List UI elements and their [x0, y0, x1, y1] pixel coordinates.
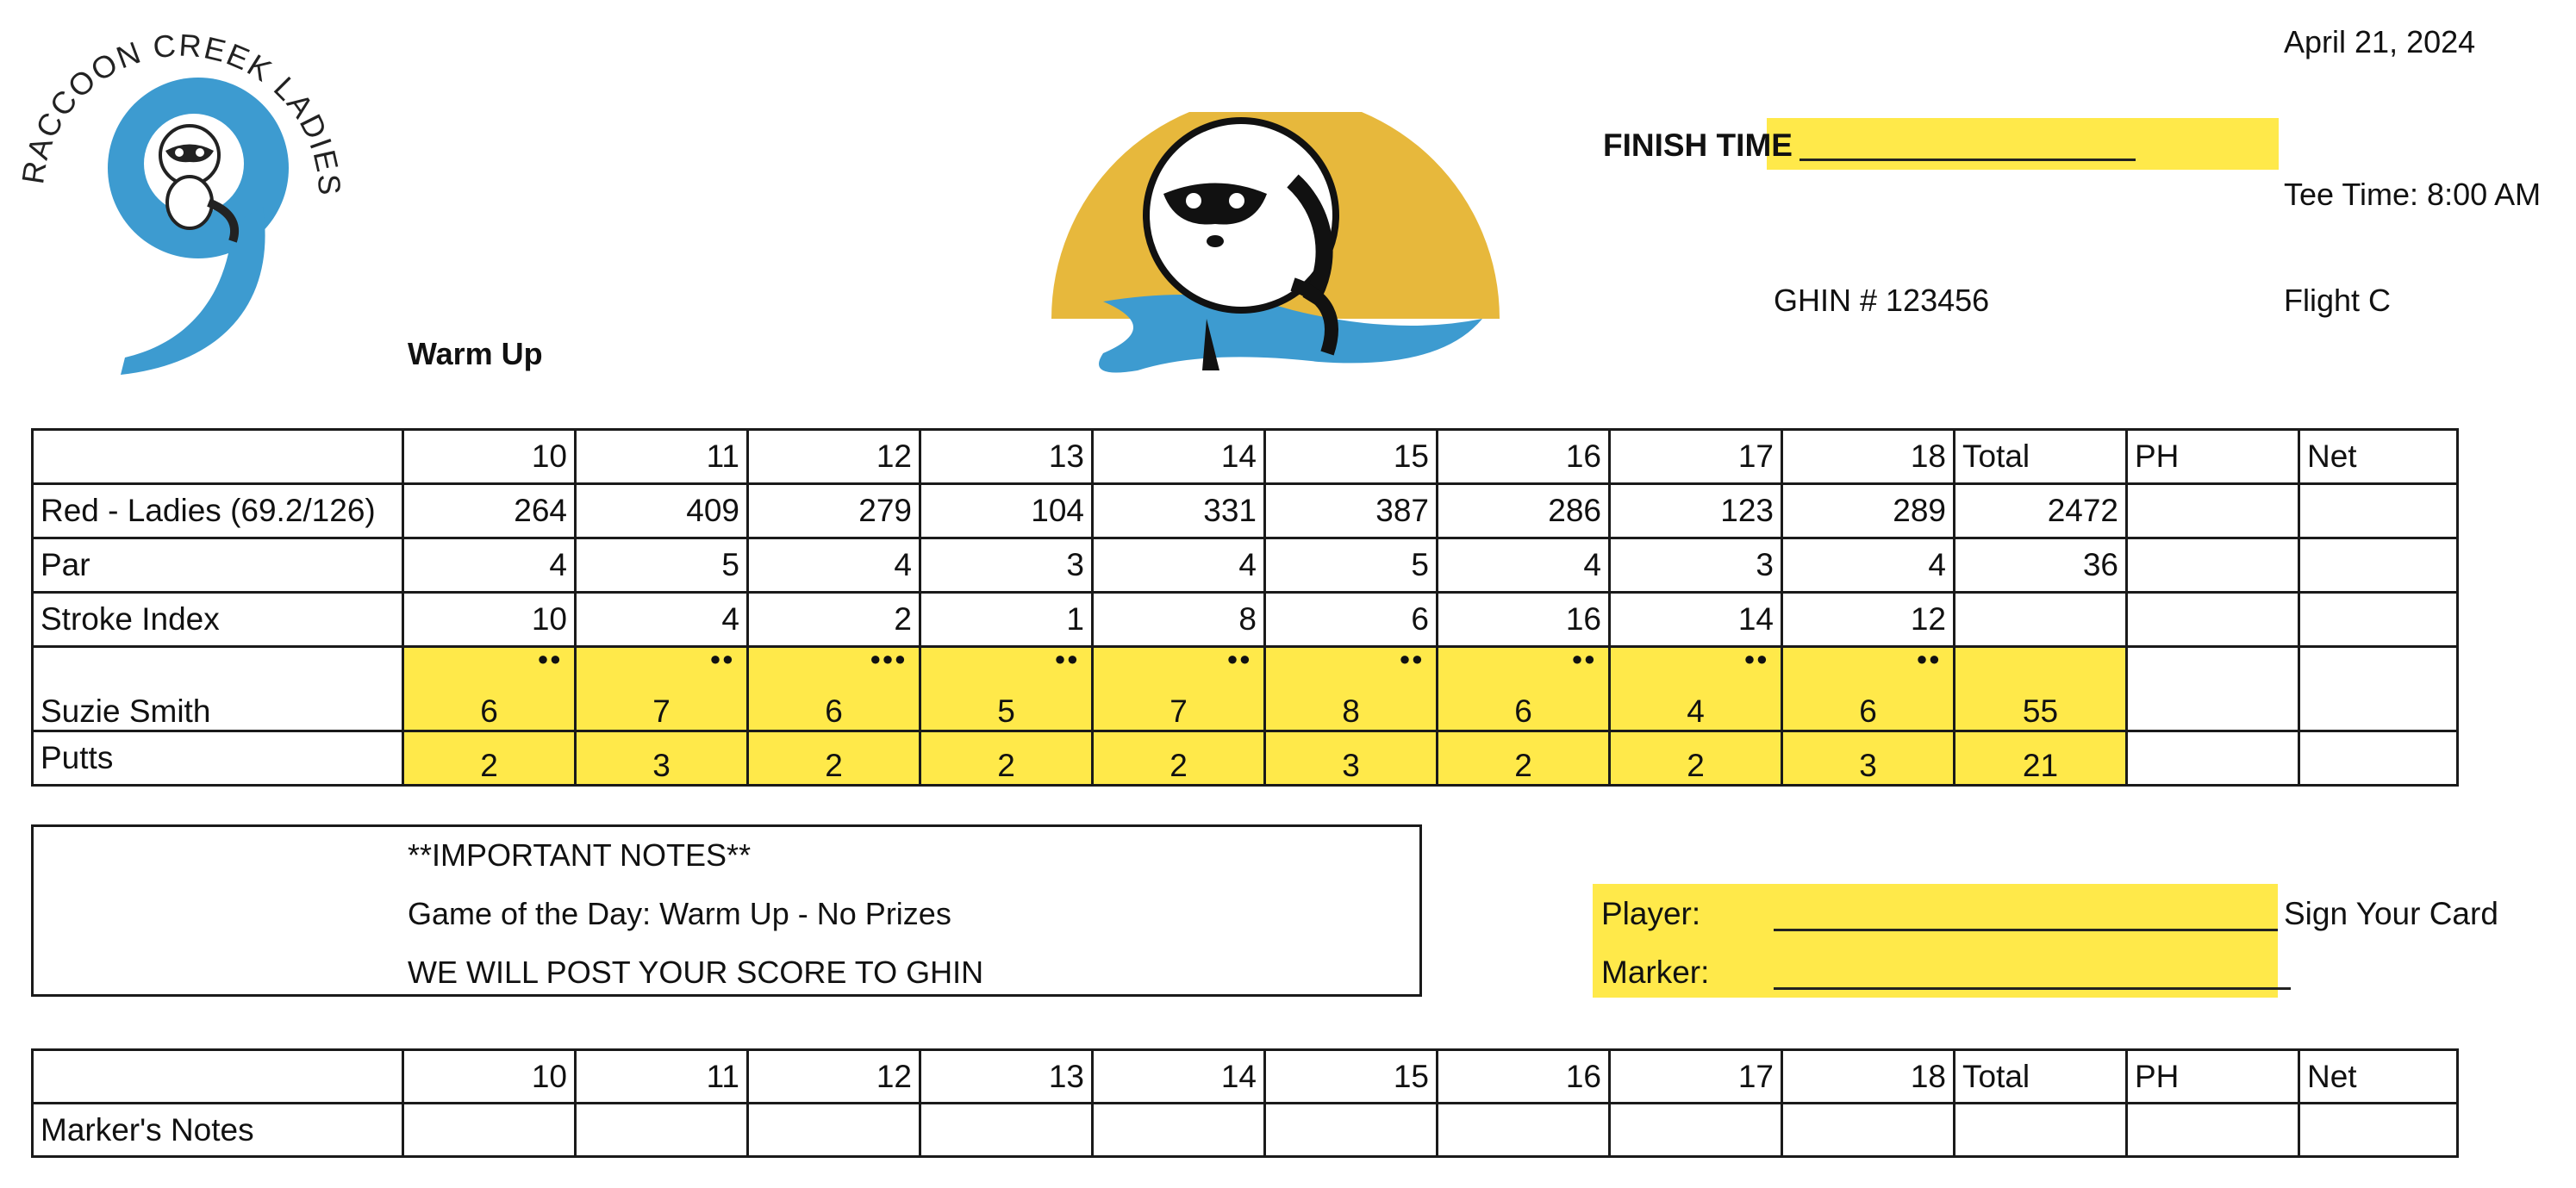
scorecard-table — [31, 428, 2459, 787]
stroke-index-cell: 14 — [1610, 593, 1782, 647]
score-value: 6 — [1514, 694, 1532, 729]
stroke-index-cell: 8 — [1093, 593, 1265, 647]
stroke-index-cell: 12 — [1782, 593, 1955, 647]
sign-your-card-text: Sign Your Card — [2284, 896, 2498, 931]
yardage-total: 2472 — [1955, 484, 2127, 538]
score-value: 7 — [652, 694, 671, 729]
hole-header: 17 — [1610, 430, 1782, 484]
row-label: Suzie Smith — [33, 647, 403, 731]
stroke-dots: ●● — [1916, 648, 1941, 669]
putts-cell[interactable]: 2 — [920, 731, 1093, 786]
flight: Flight C — [2284, 283, 2392, 318]
hole-header: 18 — [1782, 1050, 1955, 1104]
par-cell: 4 — [1782, 538, 1955, 593]
putts-cell[interactable]: 3 — [1782, 731, 1955, 786]
yardage-cell: 409 — [576, 484, 748, 538]
raccoon-icon — [1034, 112, 1517, 388]
hole-header: 10 — [403, 1050, 576, 1104]
logo-text: RACCOON CREEK LADIES — [17, 27, 348, 198]
stroke-index-cell: 2 — [748, 593, 920, 647]
par-cell: 3 — [920, 538, 1093, 593]
stroke-dots: ●● — [709, 648, 734, 669]
yardage-cell: 279 — [748, 484, 920, 538]
stroke-dots: ●● — [1571, 648, 1596, 669]
score-total[interactable] — [1955, 647, 2127, 731]
stroke-index-row — [33, 593, 2458, 647]
score-value: 6 — [825, 694, 843, 729]
par-cell: 4 — [748, 538, 920, 593]
hole-header: 17 — [1610, 1050, 1782, 1104]
hole-header: 14 — [1093, 430, 1265, 484]
hole-header: 13 — [920, 1050, 1093, 1104]
hole-header: 13 — [920, 430, 1093, 484]
marker-notes-table — [31, 1048, 2459, 1158]
total-header: Total — [1955, 1050, 2127, 1104]
putts-cell[interactable]: 3 — [576, 731, 748, 786]
game-name: Warm Up — [408, 336, 543, 371]
putts-row — [33, 731, 2458, 786]
empty-cell — [2299, 731, 2458, 786]
score-total-value: 55 — [2022, 694, 2059, 729]
score-cell[interactable] — [920, 647, 1093, 731]
notes-title: **IMPORTANT NOTES** — [408, 837, 752, 873]
marker-note-cell[interactable] — [2127, 1104, 2299, 1157]
score-value: 6 — [1859, 694, 1877, 729]
yardage-cell: 123 — [1610, 484, 1782, 538]
hole-header: 11 — [576, 1050, 748, 1104]
marker-note-cell[interactable] — [1955, 1104, 2127, 1157]
score-cell[interactable] — [1610, 647, 1782, 731]
post-score-note: WE WILL POST YOUR SCORE TO GHIN — [408, 955, 984, 990]
nine-logo-icon — [17, 9, 353, 388]
stroke-dots: ●●● — [870, 648, 907, 669]
par-total: 36 — [1955, 538, 2127, 593]
yardage-cell: 387 — [1265, 484, 1438, 538]
hole-header: 15 — [1265, 1050, 1438, 1104]
par-cell: 5 — [1265, 538, 1438, 593]
putts-total[interactable]: 21 — [1955, 731, 2127, 786]
score-value: 8 — [1342, 694, 1360, 729]
marker-note-cell[interactable] — [748, 1104, 920, 1157]
hole-header: 16 — [1438, 1050, 1610, 1104]
marker-note-cell[interactable] — [403, 1104, 576, 1157]
net-header: Net — [2299, 1050, 2458, 1104]
raccoon-creek-ladies-logo — [17, 9, 353, 388]
score-cell[interactable] — [1265, 647, 1438, 731]
marker-signature-field[interactable] — [1774, 987, 2291, 990]
marker-signature-label: Marker: — [1601, 955, 1710, 990]
stroke-index-cell: 1 — [920, 593, 1093, 647]
stroke-dots: ●● — [1226, 648, 1251, 669]
putts-cell[interactable]: 3 — [1265, 731, 1438, 786]
corner-cell — [33, 430, 403, 484]
empty-cell — [2299, 484, 2458, 538]
par-cell: 3 — [1610, 538, 1782, 593]
stroke-index-cell: 6 — [1265, 593, 1438, 647]
putts-cell[interactable]: 2 — [748, 731, 920, 786]
stroke-dots: ●● — [1054, 648, 1079, 669]
net-cell[interactable] — [2299, 647, 2458, 731]
score-value: 5 — [997, 694, 1015, 729]
yardage-cell: 104 — [920, 484, 1093, 538]
ph-header: PH — [2127, 430, 2299, 484]
hole-header: 10 — [403, 430, 576, 484]
marker-note-cell[interactable] — [920, 1104, 1093, 1157]
finish-time-highlight — [1767, 118, 2279, 170]
marker-note-cell[interactable] — [2299, 1104, 2458, 1157]
putts-cell[interactable]: 2 — [403, 731, 576, 786]
marker-note-cell[interactable] — [1093, 1104, 1265, 1157]
empty-cell — [1955, 593, 2127, 647]
row-label: Red - Ladies (69.2/126) — [33, 484, 403, 538]
marker-notes-row — [33, 1104, 2458, 1157]
net-header: Net — [2299, 430, 2458, 484]
score-cell[interactable] — [1782, 647, 1955, 731]
stroke-dots: ●● — [537, 648, 562, 669]
corner-cell — [33, 1050, 403, 1104]
putts-cell[interactable]: 2 — [1093, 731, 1265, 786]
empty-cell — [2127, 731, 2299, 786]
score-value: 7 — [1169, 694, 1188, 729]
total-header: Total — [1955, 430, 2127, 484]
yardage-cell: 286 — [1438, 484, 1610, 538]
stroke-dots: ●● — [1743, 648, 1768, 669]
empty-cell — [2299, 538, 2458, 593]
hole-header: 16 — [1438, 430, 1610, 484]
yardage-cell: 331 — [1093, 484, 1265, 538]
marker-note-cell[interactable] — [1782, 1104, 1955, 1157]
hole-header: 12 — [748, 430, 920, 484]
marker-note-cell[interactable] — [1265, 1104, 1438, 1157]
event-date: April 21, 2024 — [2284, 24, 2476, 59]
empty-cell — [2127, 593, 2299, 647]
par-cell: 4 — [1093, 538, 1265, 593]
par-cell: 4 — [1438, 538, 1610, 593]
marker-note-cell[interactable] — [576, 1104, 748, 1157]
hole-header: 15 — [1265, 430, 1438, 484]
tee-time: Tee Time: 8:00 AM — [2284, 177, 2542, 212]
player-score-row — [33, 647, 2458, 731]
empty-cell — [2299, 593, 2458, 647]
marker-note-cell[interactable] — [1438, 1104, 1610, 1157]
score-cell[interactable] — [748, 647, 920, 731]
score-cell[interactable] — [576, 647, 748, 731]
row-label: Marker's Notes — [33, 1104, 403, 1157]
raccoon-emblem — [1034, 112, 1517, 388]
stroke-index-cell: 10 — [403, 593, 576, 647]
hole-header: 14 — [1093, 1050, 1265, 1104]
stroke-dots: ●● — [1399, 648, 1424, 669]
holes-row — [33, 430, 2458, 484]
score-cell[interactable] — [1438, 647, 1610, 731]
score-value: 4 — [1687, 694, 1705, 729]
game-of-the-day: Game of the Day: Warm Up - No Prizes — [408, 896, 951, 931]
empty-cell — [2127, 484, 2299, 538]
player-signature-label: Player: — [1601, 896, 1701, 931]
hole-header: 11 — [576, 430, 748, 484]
score-cell[interactable] — [403, 647, 576, 731]
row-label: Putts — [33, 731, 403, 786]
score-cell[interactable] — [1093, 647, 1265, 731]
putts-cell[interactable]: 2 — [1610, 731, 1782, 786]
finish-time-label: FINISH TIME — [1603, 128, 1793, 163]
score-value: 6 — [480, 694, 498, 729]
par-cell: 5 — [576, 538, 748, 593]
marker-note-cell[interactable] — [1610, 1104, 1782, 1157]
empty-cell — [2127, 538, 2299, 593]
hole-header: 18 — [1782, 430, 1955, 484]
stroke-index-cell: 16 — [1438, 593, 1610, 647]
marker-holes-row — [33, 1050, 2458, 1104]
ph-cell[interactable] — [2127, 647, 2299, 731]
putts-cell[interactable]: 2 — [1438, 731, 1610, 786]
row-label: Par — [33, 538, 403, 593]
finish-time-field[interactable] — [1799, 159, 2136, 161]
par-cell: 4 — [403, 538, 576, 593]
player-signature-field[interactable] — [1774, 929, 2278, 931]
ph-header: PH — [2127, 1050, 2299, 1104]
par-row — [33, 538, 2458, 593]
row-label: Stroke Index — [33, 593, 403, 647]
yardage-cell: 264 — [403, 484, 576, 538]
tee-yardage-row — [33, 484, 2458, 538]
stroke-index-cell: 4 — [576, 593, 748, 647]
yardage-cell: 289 — [1782, 484, 1955, 538]
hole-header: 12 — [748, 1050, 920, 1104]
ghin-number: GHIN # 123456 — [1774, 283, 1990, 318]
